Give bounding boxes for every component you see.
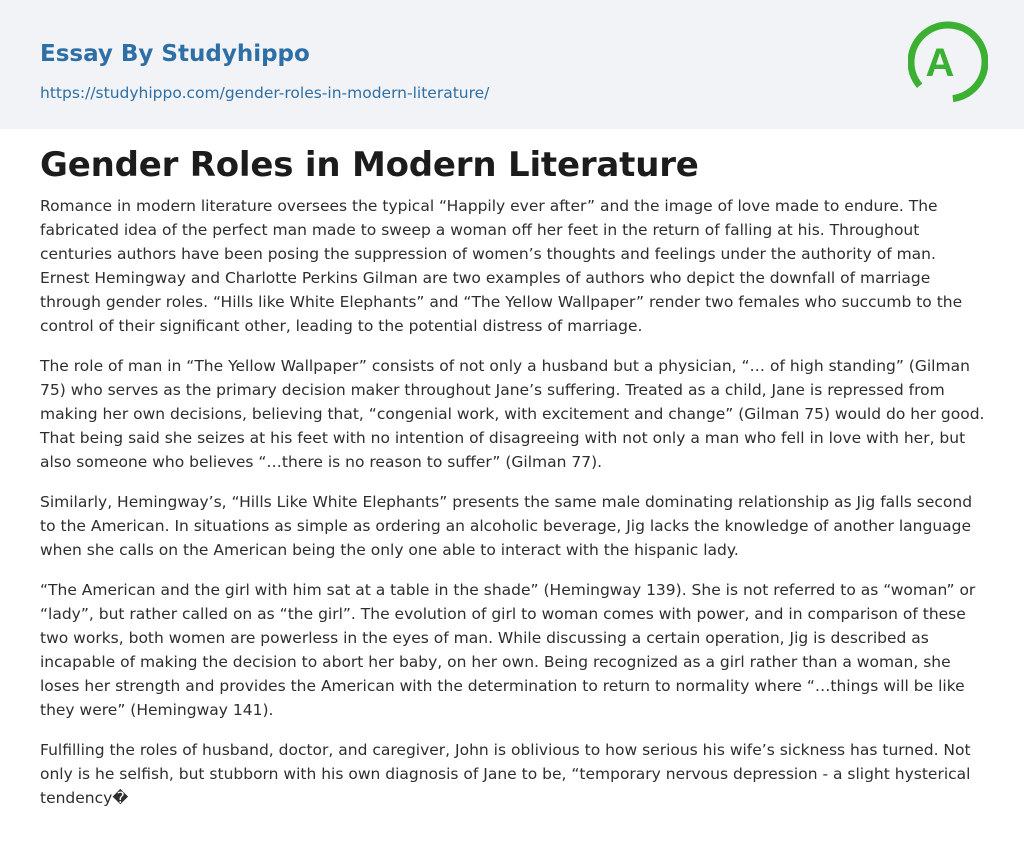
site-header bbox=[0, 0, 1024, 129]
article-paragraph: The role of man in “The Yellow Wallpaper” consists of not only a husband but a physician, “… of high standing” (Gilman 75) who serves as the primary decision maker throughout Jane’s suffering. Treated as a child, Jane is repressed from making her own decisions, believing that, “congenial work, with excitement and change” (Gilman 75) would do her good. That being said she seizes at his feet with no intention of disagreeing with not only a man who fell in love with her, but also someone who believes “…there is no reason to suffer” (Gilman 77). bbox=[40, 357, 985, 471]
studyhippo-logo[interactable] bbox=[908, 18, 988, 106]
article-paragraph: “The American and the girl with him sat at a table in the shade” (Hemingway 139). She is not referred to as “woman” or “lady”, but rather called on as “the girl”. The evolution of girl to woman comes with power, and in comparison of these two works, both women are powerless in the eyes of man. While discussing a certain operation, Jig is described as incapable of making the decision to abort her baby, on her own. Being recognized as a girl rather than a woman, she loses her strength and provides the American with the determination to return to normality where “…things will be like they were” (Hemingway 141). bbox=[40, 581, 976, 719]
article-body bbox=[40, 194, 985, 826]
logo-letter: A bbox=[925, 41, 955, 85]
article-paragraph: Similarly, Hemingway’s, “Hills Like White Elephants” presents the same male dominating relationship as Jig falls second to the American. In situations as simple as ordering an alcoholic beverage, Jig lacks the knowledge of another language when she calls on the American being the only one able to interact with the hispanic lady. bbox=[40, 493, 973, 559]
site-brand[interactable]: Essay By Studyhippo bbox=[40, 41, 310, 67]
page-title: Gender Roles in Modern Literature bbox=[40, 145, 699, 185]
source-url-link[interactable]: https://studyhippo.com/gender-roles-in-modern-literature/ bbox=[40, 84, 490, 102]
article-paragraph: Romance in modern literature oversees the typical “Happily ever after” and the image of love made to endure. The fabricated idea of the perfect man made to sweep a woman off her feet in the return of falling at his. Throughout centuries authors have been posing the suppression of women’s thoughts and feelings under the authority of man. Ernest Hemingway and Charlotte Perkins Gilman are two examples of authors who depict the downfall of marriage through gender roles. “Hills like White Elephants” and “The Yellow Wallpaper” render two females who succumb to the control of their significant other, leading to the potential distress of marriage. bbox=[40, 197, 963, 335]
article-paragraph: Fulfilling the roles of husband, doctor, and caregiver, John is oblivious to how serious his wife’s sickness has turned. Not only is he selfish, but stubborn with his own diagnosis of Jane to be, “temporary nervous depression - a slight hysterical tendency� bbox=[40, 741, 971, 807]
